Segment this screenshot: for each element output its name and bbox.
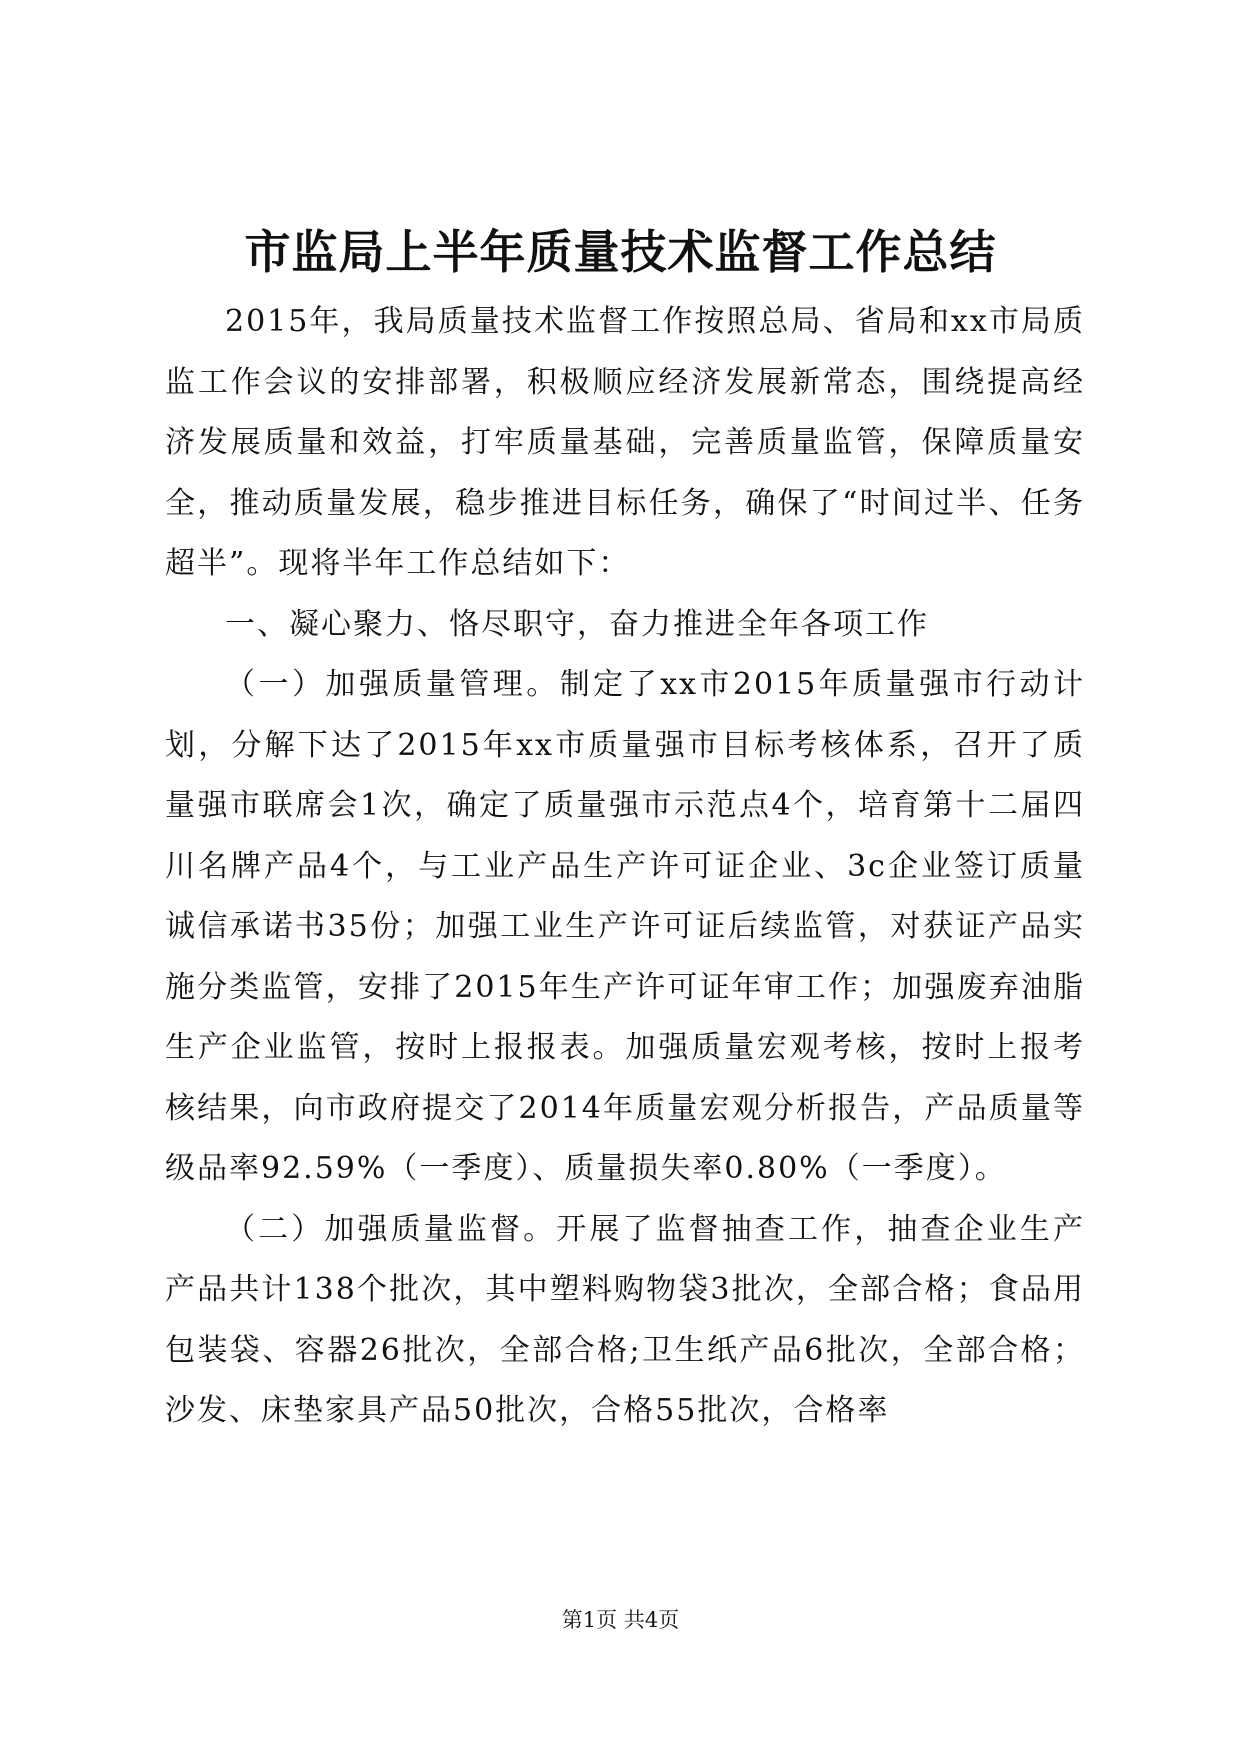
subsection-paragraph-2: （二）加强质量监督。开展了监督抽查工作，抽查企业生产产品共计138个批次，其中塑料购物袋3批次，全部合格；食品用包装袋、容器26批次，全部合格;卫生纸产品6批次，全部合格；沙发、床垫家具产品50批次，合格55批次，合格率 [165, 1211, 1085, 1428]
section-heading-1: 一、凝心聚力、恪尽职守，奋力推进全年各项工作 [225, 606, 929, 642]
page-footer: 第1页 共4页 [561, 1608, 680, 1632]
intro-paragraph: 2015年，我局质量技术监督工作按照总局、省局和xx市局质监工作会议的安排部署，积极顺应经济发展新常态，围绕提高经济发展质量和效益，打牢质量基础，完善质量监管，保障质量安全，推动质量发展，稳步推进目标任务，确保了“时间过半、任务超半”。现将半年工作总结如下： [165, 304, 1085, 581]
subsection-paragraph-1: （一）加强质量管理。制定了xx市2015年质量强市行动计划，分解下达了2015年xx市质量强市目标考核体系，召开了质量强市联席会1次，确定了质量强市示范点4个，培育第十二届四川名牌产品4个，与工业产品生产许可证企业、3c企业签订质量诚信承诺书35份；加强工业生产许可证后续监管，对获证产品实施分类监管，安排了2015年生产许可证年审工作；加强废弃油脂生产企业监管，按时上报报表。加强质量宏观考核，按时上报考核结果，向市政府提交了2014年质量宏观分析报告，产品质量等级品率92.59%（一季度）、质量损失率0.80%（一季度）。 [165, 667, 1085, 1186]
document-body [165, 292, 1085, 1442]
document-title: 市监局上半年质量技术监督工作总结 [244, 225, 997, 279]
